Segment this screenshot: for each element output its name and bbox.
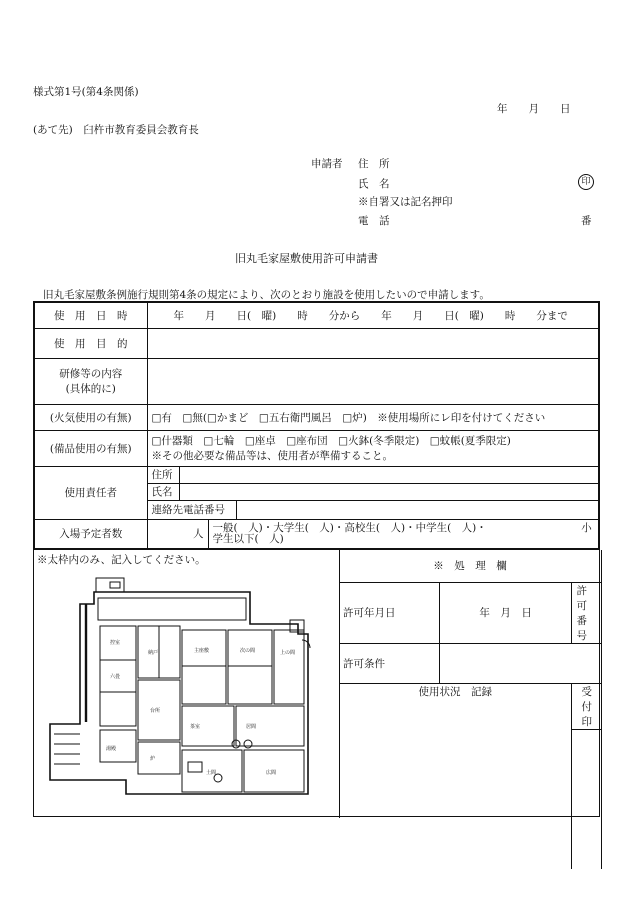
date-line: 年 月 日 [497, 103, 571, 115]
receipt-stamp-label: 受 付 印 [572, 683, 602, 729]
row-content [34, 358, 599, 404]
fire-label: (火気使用の有無) [34, 404, 147, 430]
usage-record-field[interactable] [339, 729, 572, 869]
attendance-label: 入場予定者数 [34, 519, 147, 549]
content-label: 研修等の内容 (具体的に) [34, 358, 147, 404]
receipt-stamp-field[interactable] [572, 729, 602, 869]
equipment-options[interactable]: □什器類 □七輪 □座卓 □座布団 □火鉢(冬季限定) □蚊帳(夏季限定) ※その他必要な備品等は、使用者が準備すること。 [147, 430, 599, 466]
intro-text: 旧丸毛家屋敷条例施行規則第4条の規定により、次のとおり施設を使用したいので申請します。 [43, 289, 490, 301]
permit-number-label: 許可番号 [572, 582, 602, 643]
room-label: 納戸 [148, 651, 159, 656]
applicant-address-label: 住 所 [358, 158, 390, 170]
addressee: (あて先) 臼杵市教育委員会教育長 [33, 124, 199, 136]
responsible-label: 使用責任者 [34, 466, 147, 519]
room-label: 台所 [150, 709, 161, 714]
permit-date-label: 許可年月日 [339, 582, 439, 643]
row-fire [34, 404, 599, 430]
room-label: 次の間 [240, 649, 256, 654]
application-table [33, 301, 600, 550]
responsible-contact-label: 連絡先電話番号 [148, 501, 237, 519]
responsible-name-label: 氏名 [147, 483, 179, 500]
room-label: 控室 [110, 641, 121, 646]
phone-suffix: 番 [581, 215, 592, 227]
room-label: 湯殿 [106, 747, 117, 752]
office-heading: ※ 処 理 欄 [339, 550, 602, 582]
equipment-label: (備品使用の有無) [34, 430, 147, 466]
applicant-name-label: 氏 名 [358, 178, 390, 190]
row-use-datetime [34, 302, 599, 328]
signature-note: ※自署又は記名押印 [358, 196, 453, 208]
permit-date-field[interactable]: 年 月 日 [439, 582, 572, 643]
applicant-phone-label: 電 話 [358, 215, 390, 227]
form-number: 様式第1号(第4条関係) [33, 86, 139, 98]
room-label: 土間 [206, 771, 217, 776]
purpose-field[interactable] [147, 328, 599, 358]
conditions-label: 許可条件 [339, 643, 439, 683]
purpose-label: 使 用 目 的 [34, 328, 147, 358]
attendance-total-field[interactable]: 人 [148, 520, 209, 548]
room-label: 炉 [150, 757, 156, 762]
attendance-breakdown[interactable]: 一般( 人)・大学生( 人)・高校生( 人)・中学生( 人)・ 小 学生以下( 人) [212, 521, 592, 545]
responsible-address-field[interactable] [179, 466, 599, 483]
row-equipment [34, 430, 599, 466]
room-label: 上の間 [280, 651, 296, 656]
use-datetime-field[interactable]: 年 月 日( 曜) 時 分から 年 月 日( 曜) 時 分まで [147, 302, 599, 328]
row-responsible-address [34, 466, 599, 483]
office-processing-panel [339, 550, 601, 818]
room-label: 居間 [246, 725, 257, 730]
responsible-name-field[interactable] [179, 483, 599, 500]
responsible-address-label: 住所 [147, 466, 179, 483]
row-attendance [34, 519, 599, 549]
use-datetime-label: 使 用 日 時 [34, 302, 147, 328]
form-title: 旧丸毛家屋敷使用許可申請書 [235, 252, 378, 265]
room-label: 六畳 [110, 675, 121, 680]
room-label: 主座敷 [194, 649, 210, 654]
lower-section [33, 549, 600, 817]
responsible-contact-field[interactable] [236, 501, 598, 519]
usage-record-label: 使用状況 記録 [339, 683, 572, 729]
content-field[interactable] [147, 358, 599, 404]
room-label: 広間 [266, 771, 277, 776]
conditions-field[interactable] [439, 643, 601, 683]
fire-options[interactable]: □有 □無(□かまど □五右衛門風呂 □炉) ※使用場所にレ印を付けてください [147, 404, 599, 430]
applicant-role: 申請者 [311, 158, 343, 170]
note-text: ※太枠内のみ、記入してください。 [37, 554, 206, 566]
room-label: 茶室 [190, 725, 201, 730]
seal-mark: 印 [578, 174, 594, 190]
row-purpose [34, 328, 599, 358]
floorplan-image [40, 574, 332, 812]
